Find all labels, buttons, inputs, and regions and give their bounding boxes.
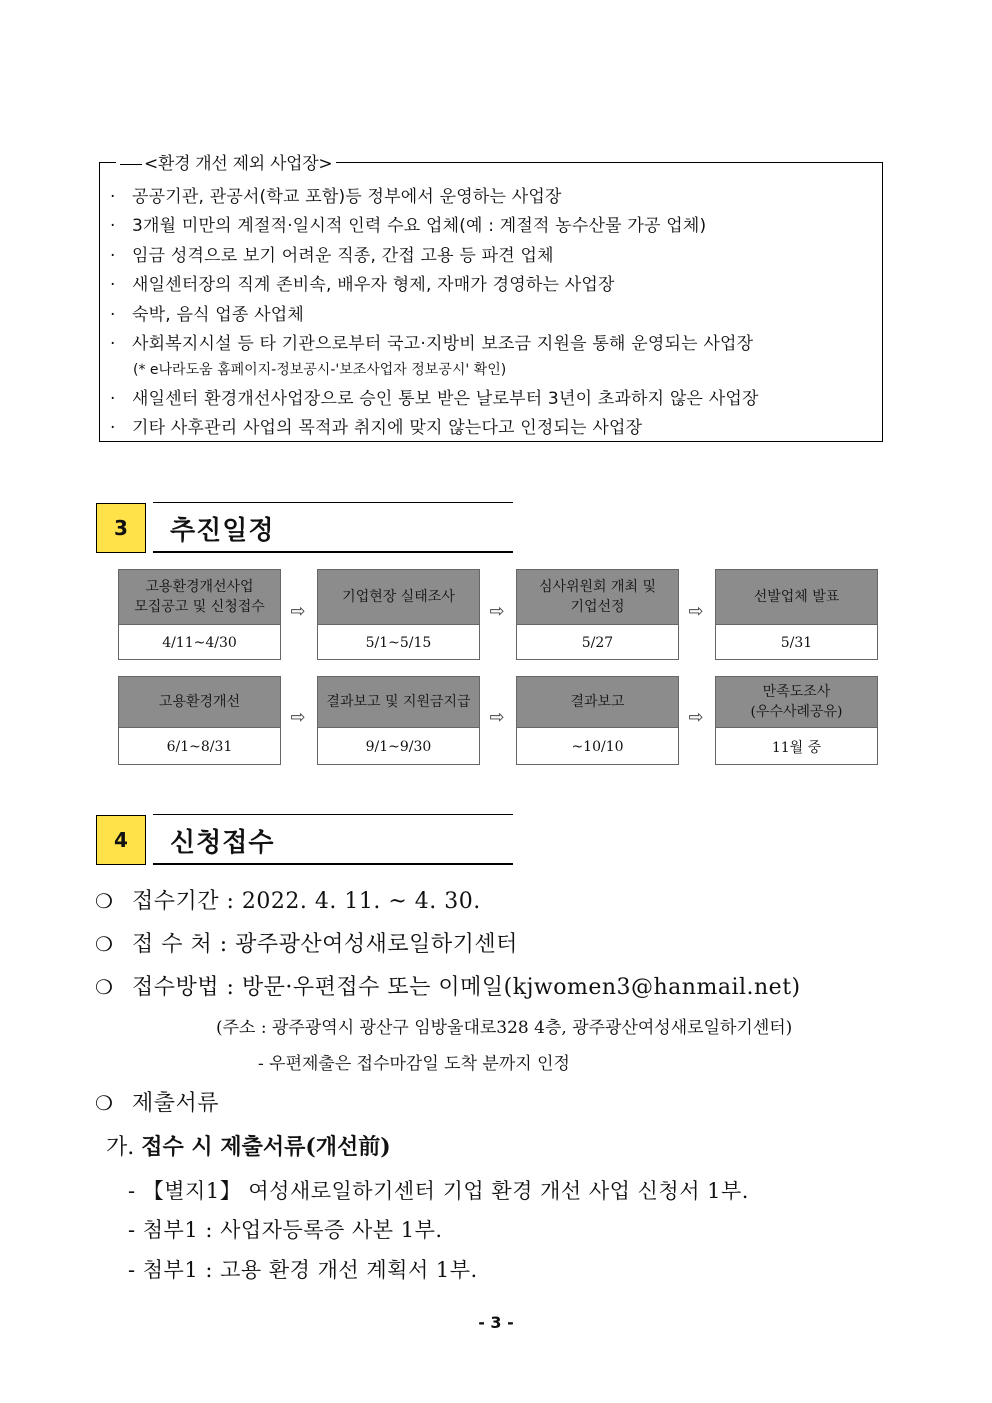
section-4-top-rule [153,814,513,815]
exclusion-item: · 숙박, 음식 업종 사업체 [110,305,305,325]
section-3-top-rule [153,502,513,503]
schedule-step-date: 5/31 [780,634,813,651]
application-address: (주소 : 광주광역시 광산구 임방울대로328 4층, 광주광산여성새로일하기센터) [216,1018,793,1038]
schedule-step-label: 결과보고 [517,677,678,728]
schedule-step-label: 결과보고 및 지원금지급 [318,677,479,728]
schedule-step-date: 6/1~8/31 [166,738,233,755]
exclusion-item: · 기타 사후관리 사업의 목적과 취지에 맞지 않는다고 인정되는 사업장 [110,418,643,438]
schedule-step-date: 5/1~5/15 [365,634,432,651]
schedule-step [118,569,281,660]
schedule-step-label: 고용환경개선사업 모집공고 및 신청접수 [119,570,280,625]
schedule-step [516,569,679,660]
arrow-icon: ⇨ [489,707,505,728]
schedule-step [118,676,281,765]
arrow-icon: ⇨ [688,601,704,622]
schedule-step [715,569,878,660]
schedule-step-date: 5/27 [581,634,614,651]
arrow-icon: ⇨ [290,707,306,728]
document-item: - 첨부1 : 사업자등록증 사본 1부. [128,1218,443,1242]
section-3-number: 3 [96,503,146,553]
application-method: ❍ 접수방법 : 방문·우편접수 또는 이메일(kjwomen3@hanmail.net) [95,975,801,1000]
schedule-step-label: 기업현장 실태조사 [318,570,479,625]
section-4-title: 신청접수 [170,828,275,858]
exclusion-item: · 새일센터장의 직계 존비속, 배우자 형제, 자매가 경영하는 사업장 [110,275,615,295]
exclusion-title: <환경 개선 제외 사업장> [116,149,336,174]
schedule-step-label: 심사위원회 개최 및 기업선정 [517,570,678,625]
schedule-step [317,569,480,660]
page-number: - 3 - [478,1313,514,1332]
schedule-step [516,676,679,765]
section-4-number: 4 [96,815,146,865]
section-4-bottom-rule [153,863,513,865]
section-3-title: 추진일정 [170,516,275,546]
exclusion-item: · 사회복지시설 등 타 기관으로부터 국고·지방비 보조금 지원을 통해 운영되는 사업장 [110,334,754,354]
schedule-step-label: 고용환경개선 [119,677,280,728]
schedule-step-date: 4/11~4/30 [162,634,237,651]
mail-note: - 우편제출은 접수마감일 도착 분까지 인정 [258,1054,570,1074]
schedule-step-date: 11월 중 [771,739,822,756]
schedule-step-label: 만족도조사 (우수사례공유) [716,677,877,728]
documents-heading: ❍ 제출서류 [95,1091,220,1116]
documents-subheading: 가. 접수 시 제출서류(개선前) [106,1134,391,1160]
schedule-step-label: 선발업체 발표 [716,570,877,625]
schedule-step [317,676,480,765]
schedule-step [715,676,878,765]
exclusion-item: · 새일센터 환경개선사업장으로 승인 통보 받은 날로부터 3년이 초과하지 않은 사업장 [110,389,759,409]
document-item: - 【별지1】 여성새로일하기센터 기업 환경 개선 사업 신청서 1부. [128,1179,749,1203]
schedule-step-date: ~10/10 [571,738,624,755]
application-period: ❍ 접수기간 : 2022. 4. 11. ~ 4. 30. [95,889,481,914]
section-3-bottom-rule [153,551,513,553]
exclusion-item: · 공공기관, 관공서(학교 포함)등 정부에서 운영하는 사업장 [110,187,562,207]
application-place: ❍ 접 수 처 : 광주광산여성새로일하기센터 [95,932,518,957]
document-item: - 첨부1 : 고용 환경 개선 계획서 1부. [128,1258,478,1282]
arrow-icon: ⇨ [290,601,306,622]
arrow-icon: ⇨ [489,601,505,622]
arrow-icon: ⇨ [688,707,704,728]
schedule-step-date: 9/1~9/30 [365,738,432,755]
exclusion-item: · 3개월 미만의 계절적·일시적 인력 수요 업체(예 : 계절적 농수산물 가공 업체) [110,216,707,236]
exclusion-note: (* e나라도움 홈페이지-정보공시-'보조사업자 정보공시' 확인) [133,362,507,378]
exclusion-item: · 임금 성격으로 보기 어려운 직종, 간접 고용 등 파견 업체 [110,246,554,266]
